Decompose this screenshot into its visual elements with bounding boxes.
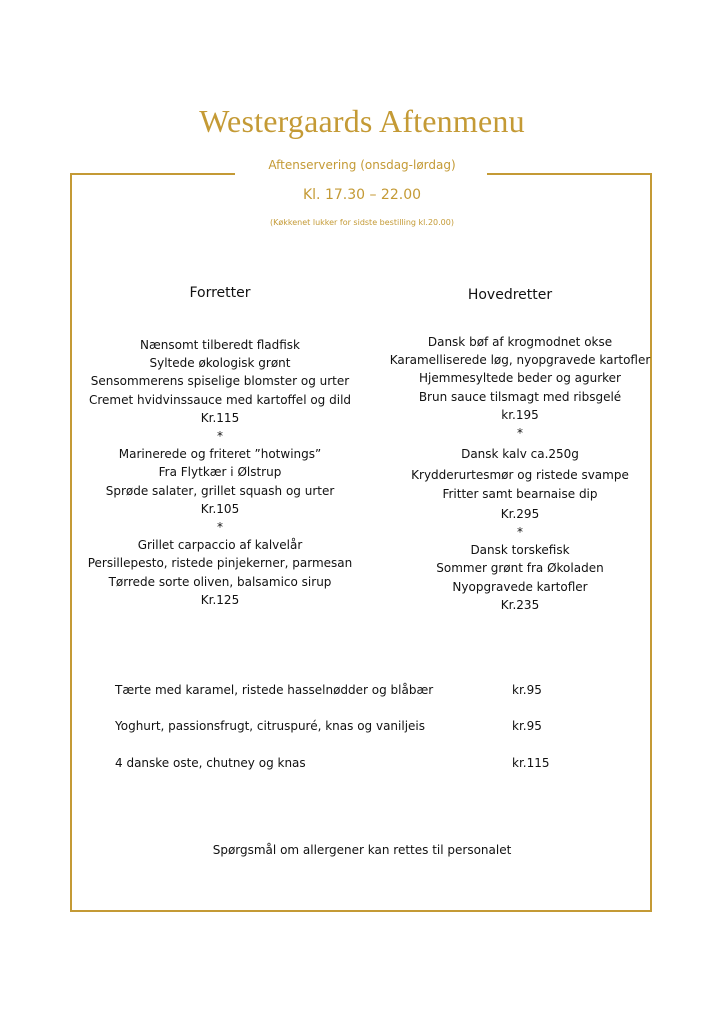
menu-line: Sensommerens spiselige blomster og urter [90, 374, 350, 389]
menu-line: Nænsomt tilberedt fladfisk [139, 338, 301, 352]
menu-line: Dansk bøf af krogmodnet okse [427, 335, 613, 349]
menu-line: Marinerede og friteret ”hotwings” [118, 447, 322, 462]
separator: * [217, 429, 223, 444]
menu-line: Karamelliserede løg, nyopgravede kartofler [389, 353, 651, 368]
menu-line: Hjemmesyltede beder og agurker [419, 371, 621, 386]
menu-line: Grillet carpaccio af kalvelår [137, 538, 303, 553]
menu-line: Fritter samt bearnaise dip [442, 486, 598, 501]
price: kr.195 [501, 407, 539, 422]
separator: * [517, 525, 523, 540]
menu-line: Dansk torskefisk [470, 543, 570, 558]
separator: * [517, 426, 523, 441]
menu-line: Persillepesto, ristede pinjekerner, parmesan [87, 556, 353, 571]
hovedretter-heading: Hovedretter [467, 287, 553, 303]
menu-line: Brun sauce tilsmagt med ribsgelé [418, 389, 622, 404]
price: Kr.115 [200, 410, 240, 425]
menu-line: Krydderurtesmør og ristede svampe [411, 468, 629, 483]
allergen-note: Spørgsmål om allergener kan rettes til personalet [212, 843, 512, 857]
menu-line: Tørrede sorte oliven, balsamico sirup [108, 574, 332, 589]
price: Kr.295 [500, 506, 540, 521]
service-hours: Kl. 17.30 – 22.00 [302, 187, 422, 203]
menu-line: Cremet hvidvinssauce med kartoffel og dild [88, 392, 352, 407]
menu-line: Dansk kalv ca.250g [461, 447, 579, 462]
menu-line: Syltede økologisk grønt [149, 356, 291, 371]
dessert-price: kr.115 [512, 756, 550, 770]
dessert-name: 4 danske oste, chutney og knas [115, 756, 306, 770]
dessert-name: Yoghurt, passionsfrugt, citruspuré, knas og vaniljeis [115, 719, 426, 733]
dessert-price: kr.95 [512, 719, 542, 733]
price: Kr.105 [200, 501, 240, 516]
hovedretter-list [360, 333, 680, 614]
kitchen-note: (Køkkenet lukker for sidste bestilling kl.20.00) [270, 218, 454, 227]
menu-line: Fra Flytkær i Ølstrup [158, 465, 282, 480]
menu-title: Westergaards Aftenmenu [199, 103, 525, 139]
dessert-price: kr.95 [512, 683, 542, 697]
forretter-list [70, 336, 370, 609]
separator: * [217, 520, 223, 535]
menu-line: Nyopgravede kartofler [452, 579, 588, 594]
service-days: Aftenservering (onsdag-lørdag) [268, 158, 456, 172]
menu-line: Sprøde salater, grillet squash og urter [105, 483, 335, 498]
forretter-heading: Forretter [189, 285, 251, 301]
price: Kr.235 [500, 597, 540, 612]
menu-line: Sommer grønt fra Økoladen [436, 561, 604, 576]
price: Kr.125 [200, 592, 240, 607]
dessert-name: Tærte med karamel, ristede hasselnødder og blåbær [115, 683, 434, 697]
